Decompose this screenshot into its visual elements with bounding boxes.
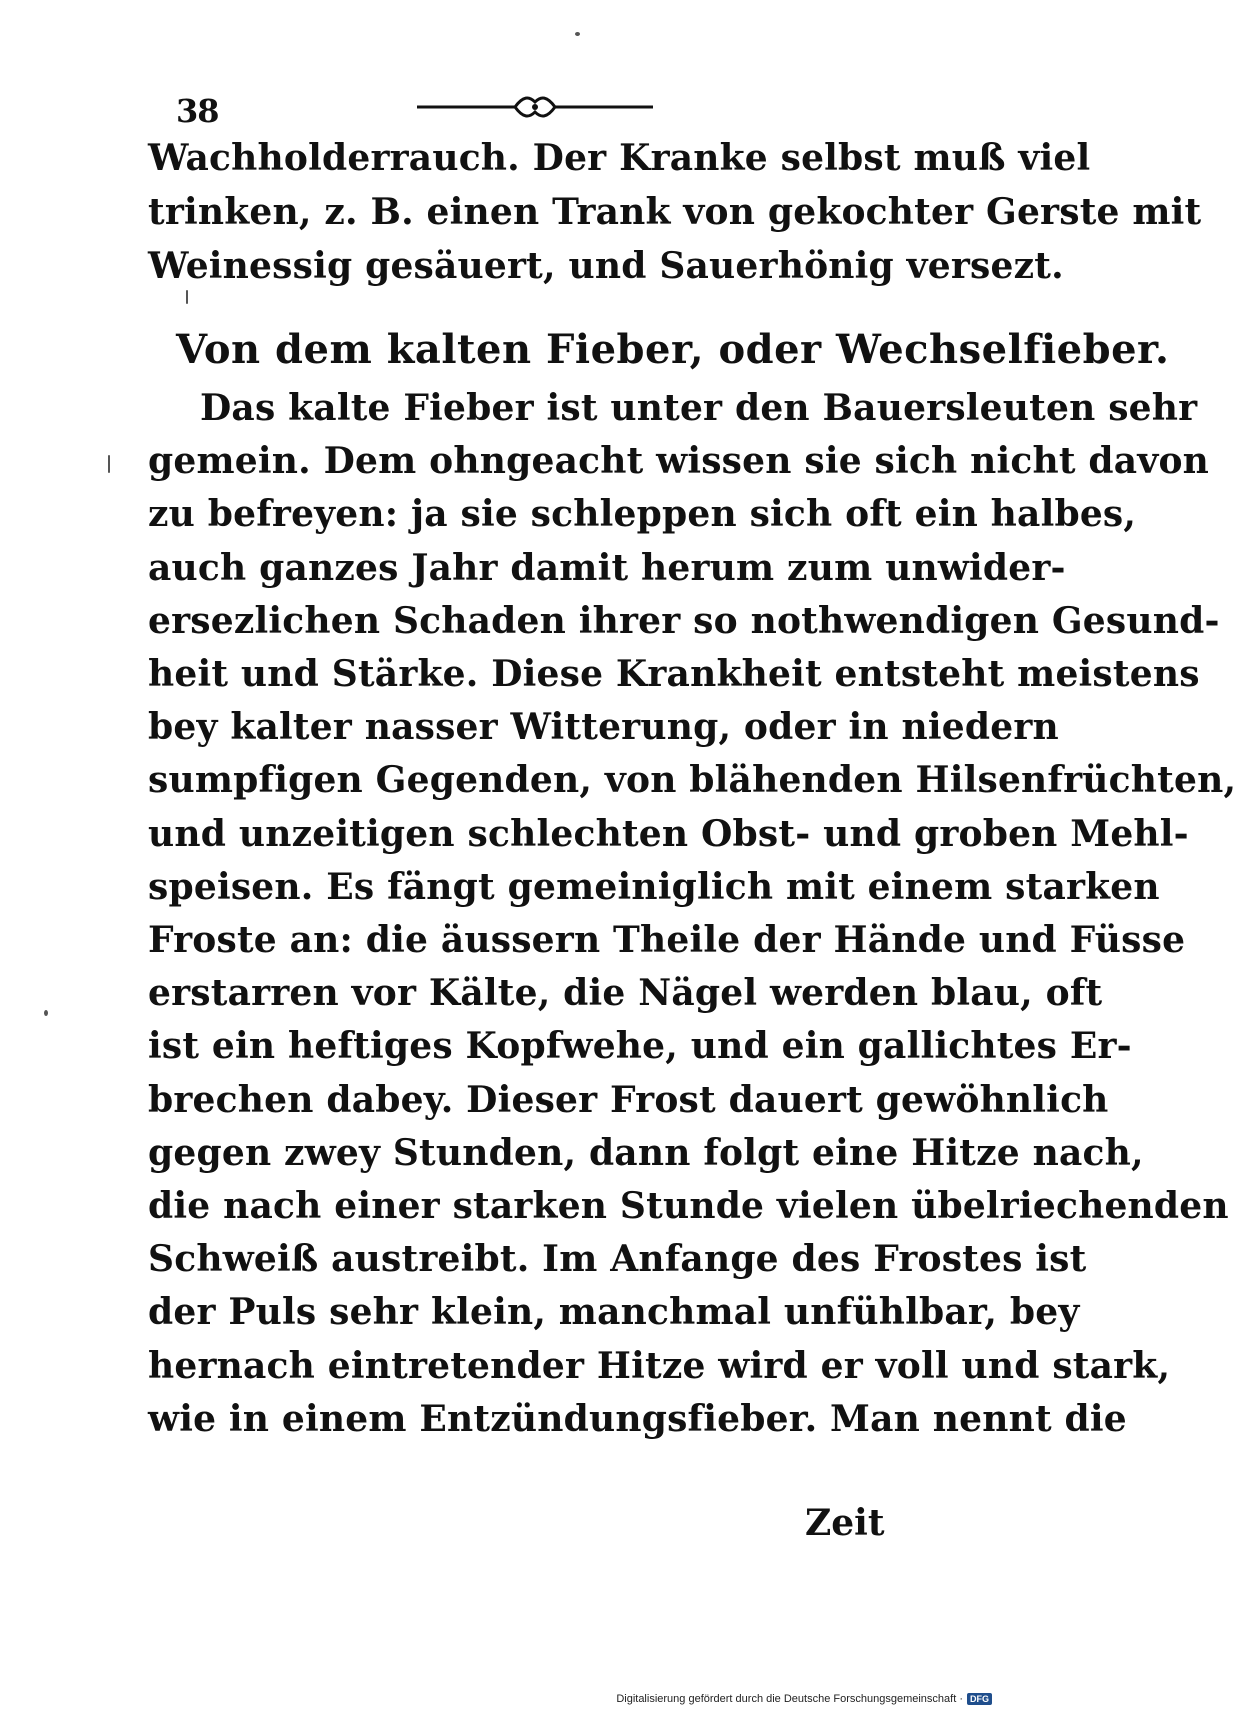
text-line: ist ein heftiges Kopfwehe, und ein gallichtes Er-	[148, 1025, 1132, 1068]
text-line: und unzeitigen schlechten Obst- und groben Mehl-	[148, 812, 1189, 855]
digitization-credit	[616, 1693, 992, 1705]
text-line: ersezlichen Schaden ihrer so nothwendigen Gesund-	[148, 599, 1220, 642]
text-line: Weinessig gesäuert, und Sauerhönig versezt.	[148, 245, 1064, 287]
text-line: speisen. Es fängt gemeiniglich mit einem starken	[148, 865, 1160, 908]
text-line: Froste an: die äussern Theile der Hände und Füsse	[148, 919, 1186, 961]
text-line: bey kalter nasser Witterung, oder in niedern	[148, 706, 1059, 749]
text-line: gegen zwey Stunden, dann folgt eine Hitze nach,	[148, 1131, 1144, 1174]
ink-speck	[108, 455, 110, 473]
credit-text: Digitalisierung gefördert durch die Deutsche Forschungsgemeinschaft ·	[616, 1693, 963, 1705]
text-line: auch ganzes Jahr damit herum zum unwider-	[148, 546, 1066, 589]
text-line: gemein. Dem ohngeacht wissen sie sich nicht davon	[148, 440, 1210, 483]
page-number: 38	[176, 92, 219, 130]
dfg-logo: DFG	[967, 1693, 992, 1705]
text-line: wie in einem Entzündungsfieber. Man nennt die	[148, 1397, 1127, 1440]
ink-speck	[575, 32, 580, 36]
text-line: heit und Stärke. Diese Krankheit entsteht meistens	[148, 653, 1200, 695]
text-line: sumpfigen Gegenden, von blähenden Hilsenfrüchten,	[148, 759, 1236, 802]
catchword: Zeit	[805, 1502, 885, 1544]
text-line: der Puls sehr klein, manchmal unfühlbar, bey	[148, 1291, 1080, 1334]
text-line: brechen dabey. Dieser Frost dauert gewöhnlich	[148, 1078, 1109, 1121]
text-line: erstarren vor Kälte, die Nägel werden blau, oft	[148, 972, 1103, 1015]
section-heading: Von dem kalten Fieber, oder Wechselfieber.	[176, 326, 1170, 373]
text-line: zu befreyen: ja sie schleppen sich oft ein halbes,	[148, 493, 1137, 536]
ink-speck	[44, 1010, 48, 1016]
text-line: Das kalte Fieber ist unter den Bauersleuten sehr	[200, 387, 1198, 429]
text-line: Wachholderrauch. Der Kranke selbst muß viel	[148, 137, 1091, 179]
decorative-rule-icon	[415, 90, 655, 124]
text-line: Schweiß austreibt. Im Anfange des Frostes ist	[148, 1238, 1087, 1281]
text-line: trinken, z. B. einen Trank von gekochter Gerste mit	[148, 191, 1202, 233]
text-line: die nach einer starken Stunde vielen übelriechenden	[148, 1185, 1229, 1227]
ink-speck	[186, 290, 188, 304]
text-line: hernach eintretender Hitze wird er voll und stark,	[148, 1344, 1171, 1387]
